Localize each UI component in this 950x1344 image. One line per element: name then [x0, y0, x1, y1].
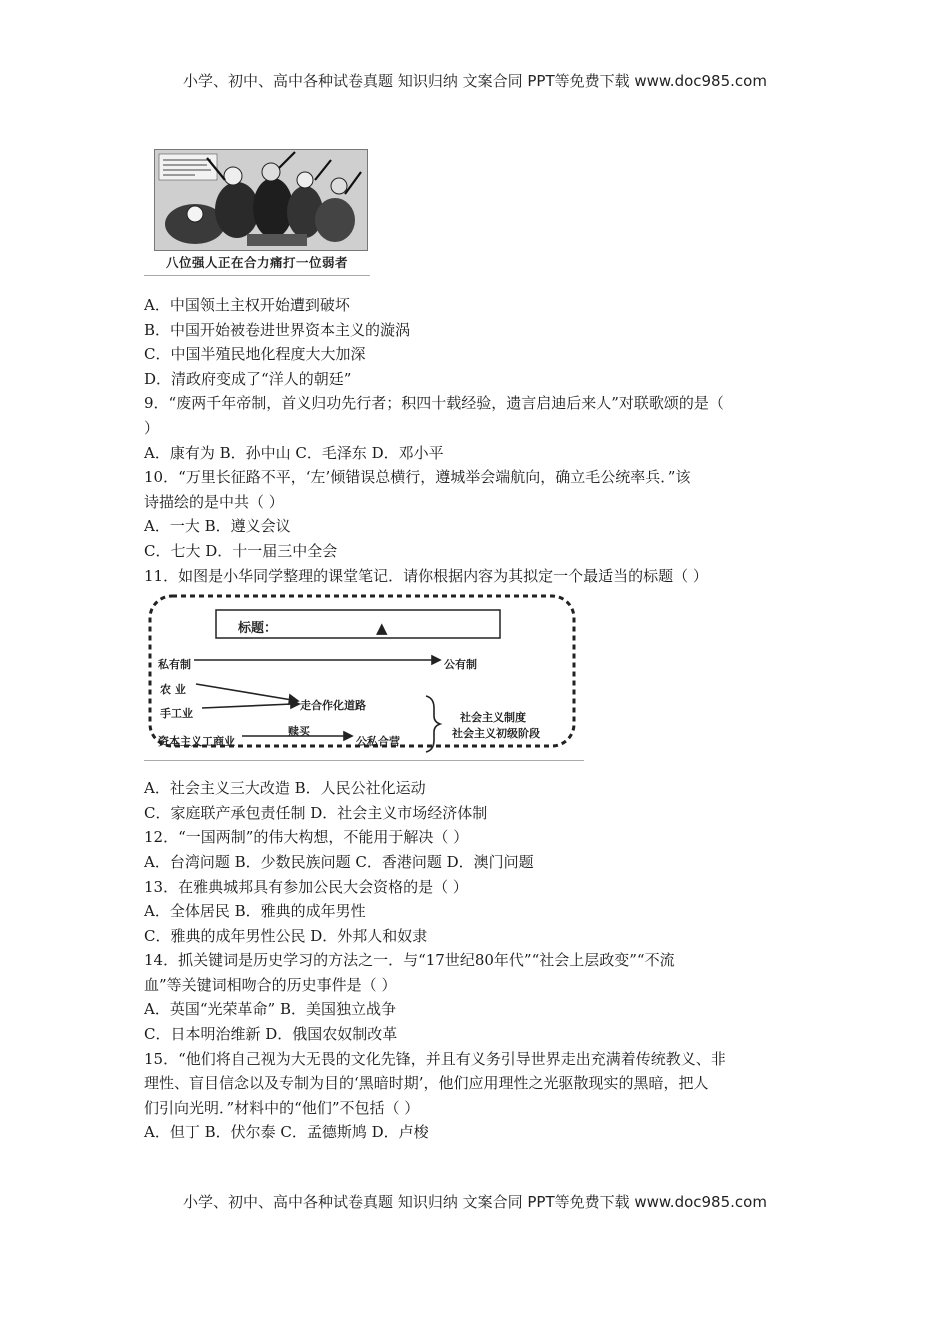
q13-options-cd: C．雅典的成年男性公民 D．外邦人和奴隶: [144, 926, 428, 945]
q13-options-ab: A．全体居民 B．雅典的成年男性: [144, 902, 366, 921]
q8-option-a: A．中国领土主权开始遭到破坏: [144, 296, 350, 314]
q14-options-cd: C．日本明治维新 D．俄国农奴制改革: [144, 1025, 398, 1044]
q11-options-ab: A．社会主义三大改造 B．人民公社化运动: [144, 779, 426, 798]
q12-stem: 12．“一国两制”的伟大构想，不能用于解决（ ）: [144, 828, 469, 847]
q15-stem: 15．“他们将自己视为大无畏的文化先锋，并且有义务引导世界走出充满着传统教义、非: [144, 1049, 726, 1068]
diagram-primary-stage: 社会主义初级阶段: [452, 727, 540, 741]
figure-divider: [144, 275, 370, 276]
q10-options-ab: A．一大 B．遵义会议: [144, 517, 291, 536]
diagram-cooperative-path: 走合作化道路: [300, 699, 366, 713]
q8-option-b: B．中国开始被卷进世界资本主义的漩涡: [144, 320, 411, 339]
q9-options: A．康有为 B．孙中山 C．毛泽东 D．邓小平: [144, 443, 444, 462]
diagram-agriculture: 农 业: [160, 683, 186, 697]
diagram-socialist-system: 社会主义制度: [460, 711, 526, 725]
diagram-capitalist-industry: 资本主义工商业: [158, 735, 235, 749]
q15-options: A．但丁 B．伏尔泰 C．孟德斯鸠 D．卢梭: [144, 1123, 429, 1142]
diagram-private-ownership: 私有制: [158, 658, 191, 672]
cartoon-caption: 八位强人正在合力痛打一位弱者: [165, 255, 348, 270]
diagram-joint-ownership: 公私合营: [356, 735, 400, 749]
q14-stem-cont: 血”等关键词相吻合的历史事件是（ ）: [144, 975, 397, 994]
q11-options-cd: C．家庭联产承包责任制 D．社会主义市场经济体制: [144, 803, 488, 822]
cartoon-image: [154, 149, 368, 251]
q13-stem: 13．在雅典城邦具有参加公民大会资格的是（ ）: [144, 877, 468, 896]
q8-option-c: C．中国半殖民地化程度大大加深: [144, 345, 366, 364]
q10-options-cd: C．七大 D．十一届三中全会: [144, 541, 338, 560]
page-footer: 小学、初中、高中各种试卷真题 知识归纳 文案合同 PPT等免费下载 www.doc985.com: [183, 1193, 767, 1211]
diagram-public-ownership: 公有制: [444, 658, 477, 672]
q12-options: A．台湾问题 B．少数民族问题 C．香港问题 D．澳门问题: [144, 852, 534, 871]
q11-stem: 11．如图是小华同学整理的课堂笔记．请你根据内容为其拟定一个最适当的标题（ ）: [144, 566, 708, 585]
class-notes-diagram: [144, 590, 584, 768]
q10-stem-cont: 诗描绘的是中共（ ）: [144, 492, 284, 511]
diagram-redemption: 赎买: [288, 725, 310, 739]
diagram-title-label: 标题：: [238, 621, 278, 637]
q9-stem-end: ）: [144, 418, 160, 437]
page-header: 小学、初中、高中各种试卷真题 知识归纳 文案合同 PPT等免费下载 www.doc985.com: [183, 72, 767, 90]
cartoon-figure: [144, 143, 370, 276]
diagram-divider: [144, 760, 584, 761]
cartoon-drawing: [155, 150, 367, 250]
q14-stem: 14．抓关键词是历史学习的方法之一．与“17世纪80年代”“社会上层政变”“不流: [144, 951, 675, 970]
triangle-icon: ▲: [376, 619, 388, 638]
question-content: [144, 293, 810, 1145]
q10-stem: 10．“万里长征路不平，‘左’倾错误总横行，遵城举会端航向，确立毛公统率兵．”该: [144, 468, 691, 487]
q14-options-ab: A．英国“光荣革命” B．美国独立战争: [144, 1000, 396, 1019]
diagram-handicraft: 手工业: [160, 707, 193, 721]
q9-stem: 9．“废两千年帝制，首义归功先行者；积四十载经验，遗言启迪后来人”对联歌颂的是（: [144, 394, 724, 413]
q8-option-d: D．清政府变成了“洋人的朝廷”: [144, 369, 352, 388]
q15-stem-end: 们引向光明．”材料中的“他们”不包括（ ）: [144, 1098, 420, 1117]
q15-stem-cont: 理性、盲目信念以及专制为目的‘黑暗时期’，他们应用理性之光驱散现实的黑暗，把人: [144, 1074, 709, 1093]
